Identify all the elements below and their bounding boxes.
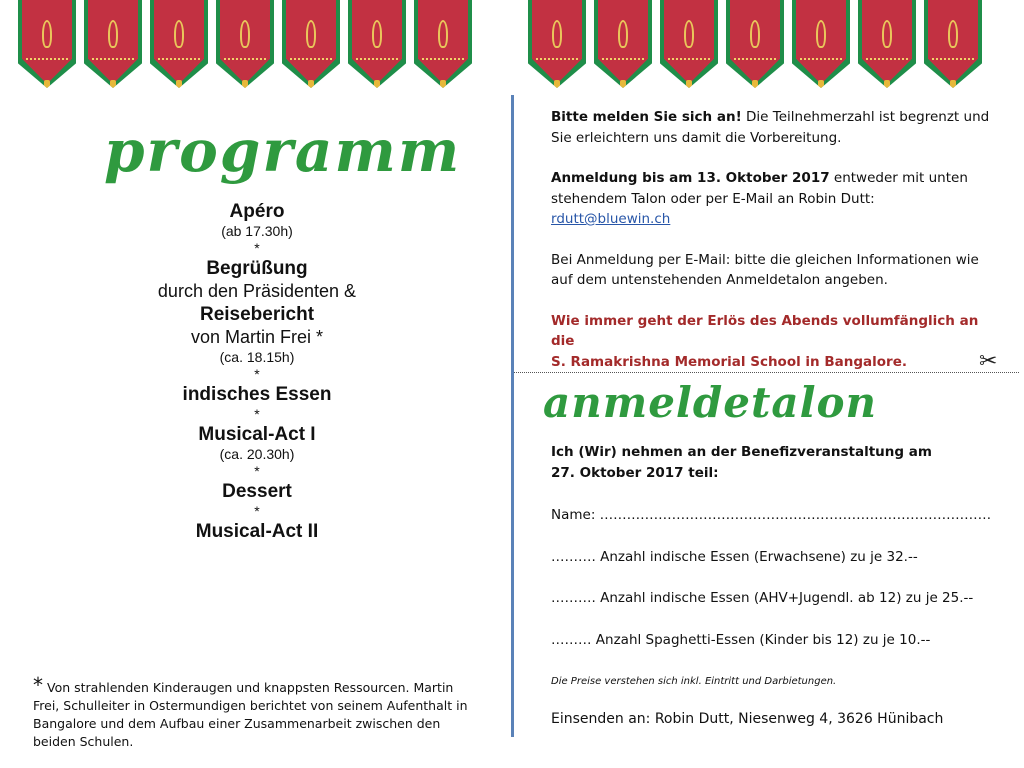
info-paragraph-3: Bei Anmeldung per E-Mail: bitte die gleichen Informationen wie auf dem untenstehenden Anmeldetalon angeben. [551, 251, 979, 288]
program-item: indisches Essen [182, 384, 332, 405]
flag-ornament [216, 0, 274, 88]
program-headline: programm [104, 117, 462, 185]
program-item: * [254, 503, 260, 519]
program-column [20, 100, 490, 543]
program-item: Apéro [229, 201, 285, 222]
program-list [22, 200, 492, 543]
flag-ornament [924, 0, 982, 88]
anmeldetalon-headline: anmeldetalon [543, 378, 878, 427]
info-paragraph-1: Bitte melden Sie sich an! Die Teilnehmerzahl ist begrenzt und Sie erleichtern uns damit die Vorbereitung. [551, 109, 990, 146]
flag-ornament [660, 0, 718, 88]
flag-ornament [84, 0, 142, 88]
program-item: Reisebericht [199, 304, 315, 325]
cut-line [514, 372, 1019, 373]
program-item: * [254, 463, 260, 479]
program-item: (ab 17.30h) [221, 223, 293, 239]
footnote [33, 673, 483, 751]
name-field[interactable]: Name: …………………………………………………………………………… [551, 507, 992, 523]
form-intro: Ich (Wir) nehmen an der Benefizveranstaltung am 27. Oktober 2017 teil: [551, 444, 932, 481]
send-address: Einsenden an: Robin Dutt, Niesenweg 4, 3626 Hünibach [551, 710, 944, 727]
flag-ornament [858, 0, 916, 88]
flag-ornament [150, 0, 208, 88]
program-item: * [254, 406, 260, 422]
banner-flags-right [528, 0, 990, 92]
banner-flags-left [18, 0, 480, 92]
email-link[interactable]: rdutt@bluewin.ch [551, 211, 671, 227]
program-item: Musical-Act I [198, 424, 316, 445]
program-item: (ca. 20.30h) [219, 446, 295, 462]
decorative-banner [0, 0, 1024, 95]
program-item: (ca. 18.15h) [219, 349, 295, 365]
flag-ornament [528, 0, 586, 88]
program-item: von Martin Frei * [190, 327, 324, 347]
flag-ornament [348, 0, 406, 88]
vertical-divider [511, 95, 514, 737]
option-youth-meal[interactable]: ………. Anzahl indische Essen (AHV+Jugendl. ab 12) zu je 25.-- [551, 590, 974, 606]
scissors-icon: ✂ [979, 348, 998, 373]
option-adult-meal[interactable]: ………. Anzahl indische Essen (Erwachsene) zu je 32.-- [551, 548, 918, 565]
option-kids-meal[interactable]: ……… Anzahl Spaghetti-Essen (Kinder bis 12) zu je 10.-- [551, 631, 931, 648]
program-item: Begrüßung [206, 258, 308, 279]
flag-ornament [18, 0, 76, 88]
footnote-star: * [33, 673, 43, 697]
footnote-text: Von strahlenden Kinderaugen und knappsten Ressourcen. Martin Frei, Schulleiter in Ostermundigen berichtet von seinem Aufenthalt in Bangalore und dem Aufbau einer Zusammenarbeit zwischen den beiden Schulen. [33, 680, 468, 749]
flag-ornament [414, 0, 472, 88]
flag-ornament [792, 0, 850, 88]
info-paragraph-4: Wie immer geht der Erlös des Abends vollumfänglich an die S. Ramakrishna Memorial School in Bangalore. [551, 312, 979, 370]
program-item: durch den Präsidenten & [157, 281, 357, 301]
price-note: Die Preise verstehen sich inkl. Eintritt und Darbietungen. [551, 676, 837, 687]
registration-form [551, 442, 1001, 729]
program-item: Dessert [222, 481, 292, 502]
flag-ornament [594, 0, 652, 88]
registration-info [551, 107, 1001, 372]
info-paragraph-2: Anmeldung bis am 13. Oktober 2017 entweder mit unten stehendem Talon oder per E-Mail an Robin Dutt: rdutt@bluewin.ch [551, 170, 968, 227]
flag-ornament [282, 0, 340, 88]
program-item: Musical-Act II [195, 521, 319, 542]
program-item: * [254, 366, 260, 382]
program-item: * [254, 240, 260, 256]
flag-ornament [726, 0, 784, 88]
